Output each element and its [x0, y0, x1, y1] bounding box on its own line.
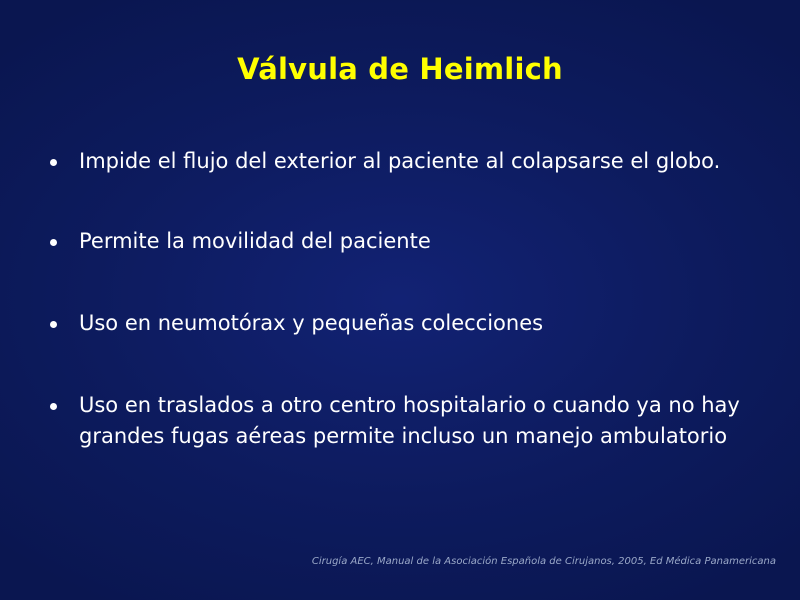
bullet-icon	[50, 159, 57, 166]
bullet-icon	[50, 239, 57, 246]
bullet-item	[48, 390, 768, 452]
bullet-item	[48, 226, 768, 257]
bullet-icon	[50, 403, 57, 410]
bullet-text: Impide el flujo del exterior al paciente al colapsarse el globo.	[79, 149, 721, 173]
bullet-text: Permite la movilidad del paciente	[79, 229, 431, 253]
slide-title: Válvula de Heimlich	[237, 52, 563, 86]
source-citation: Cirugía AEC, Manual de la Asociación Española de Cirujanos, 2005, Ed Médica Panamericana	[311, 556, 776, 567]
bullet-list	[48, 146, 768, 500]
bullet-item	[48, 308, 768, 339]
bullet-text: Uso en neumotórax y pequeñas colecciones	[79, 311, 544, 335]
bullet-text: Uso en traslados a otro centro hospitalario o cuando ya no hay grandes fugas aéreas permite incluso un manejo ambulatorio	[79, 393, 740, 448]
bullet-icon	[50, 321, 57, 328]
bullet-item	[48, 146, 768, 177]
